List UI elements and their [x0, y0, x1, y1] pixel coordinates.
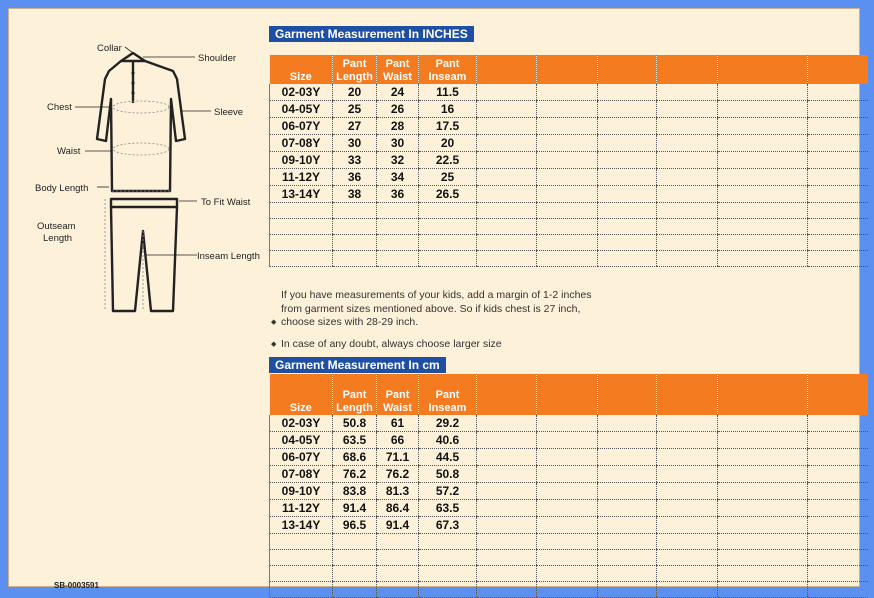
- table-cell: 66: [377, 432, 419, 449]
- empty-row: [270, 550, 868, 566]
- table-row: [270, 483, 868, 500]
- label-collar: Collar: [97, 43, 122, 54]
- table-cell: 26: [377, 101, 419, 118]
- inches-title: Garment Measurement In INCHES: [269, 26, 474, 42]
- table-cell: 27: [333, 118, 377, 135]
- table-row: [270, 84, 868, 101]
- table-cell: 20: [333, 84, 377, 101]
- table-cell: 83.8: [333, 483, 377, 500]
- table-cell: 07-08Y: [270, 135, 333, 152]
- header-pant-waist: Pant Waist: [377, 374, 419, 415]
- table-cell: 34: [377, 169, 419, 186]
- empty-row: [270, 582, 868, 598]
- table-cell: 36: [333, 169, 377, 186]
- table-cell: 96.5: [333, 517, 377, 534]
- header-size: Size: [270, 374, 333, 415]
- table-row: [270, 517, 868, 534]
- table-cell: 57.2: [419, 483, 477, 500]
- label-outseam-line1: Outseam: [37, 221, 76, 232]
- table-cell: 76.2: [377, 466, 419, 483]
- table-cell: 09-10Y: [270, 152, 333, 169]
- empty-row: [270, 219, 868, 235]
- table-cell: 11-12Y: [270, 169, 333, 186]
- empty-row: [270, 534, 868, 550]
- table-cell: 38: [333, 186, 377, 203]
- label-waist: Waist: [57, 146, 81, 157]
- cm-table: [269, 374, 868, 598]
- table-cell: 76.2: [333, 466, 377, 483]
- table-cell: 91.4: [333, 500, 377, 517]
- table-cell: 71.1: [377, 449, 419, 466]
- size-chart-sheet: [8, 8, 860, 590]
- cm-body: [270, 415, 868, 598]
- table-cell: 17.5: [419, 118, 477, 135]
- header-pant-length: Pant Length: [333, 374, 377, 415]
- table-cell: 61: [377, 415, 419, 432]
- table-cell: 16: [419, 101, 477, 118]
- table-cell: 24: [377, 84, 419, 101]
- table-cell: 32: [377, 152, 419, 169]
- table-cell: 63.5: [419, 500, 477, 517]
- table-cell: 11-12Y: [270, 500, 333, 517]
- header-size: Size: [270, 55, 333, 84]
- table-cell: 13-14Y: [270, 517, 333, 534]
- table-cell: 26.5: [419, 186, 477, 203]
- table-cell: 86.4: [377, 500, 419, 517]
- table-cell: 50.8: [333, 415, 377, 432]
- table-cell: 09-10Y: [270, 483, 333, 500]
- table-row: [270, 186, 868, 203]
- empty-row: [270, 203, 868, 219]
- table-cell: 28: [377, 118, 419, 135]
- label-to-fit-waist: To Fit Waist: [201, 197, 251, 208]
- cm-title: Garment Measurement In cm: [269, 357, 446, 373]
- table-cell: 06-07Y: [270, 449, 333, 466]
- header-pant-waist: Pant Waist: [377, 55, 419, 84]
- table-row: [270, 118, 868, 135]
- empty-row: [270, 251, 868, 267]
- table-cell: 22.5: [419, 152, 477, 169]
- table-row: [270, 500, 868, 517]
- fit-notes: [271, 289, 611, 359]
- table-cell: 33: [333, 152, 377, 169]
- table-cell: 06-07Y: [270, 118, 333, 135]
- note-larger-size: ◆ In case of any doubt, always choose larger size: [271, 337, 502, 350]
- label-pointers: [75, 47, 211, 255]
- label-shoulder: Shoulder: [198, 53, 237, 64]
- empty-row: [270, 566, 868, 582]
- table-cell: 81.3: [377, 483, 419, 500]
- note-margin: ◆ If you have measurements of your kids, add a margin of 1-2 inches from garment sizes mentioned above. So if kids chest is 27 inch, choose sizes with 28-29 inch.: [271, 289, 592, 328]
- bullet-icon: ◆: [271, 319, 277, 326]
- table-cell: 04-05Y: [270, 101, 333, 118]
- table-row: [270, 101, 868, 118]
- kurta-drawing: [97, 53, 185, 191]
- inches-table: [269, 55, 868, 267]
- table-cell: 25: [419, 169, 477, 186]
- table-cell: 68.6: [333, 449, 377, 466]
- table-cell: 50.8: [419, 466, 477, 483]
- label-chest: Chest: [47, 102, 72, 113]
- bullet-icon: ◆: [271, 340, 277, 348]
- table-cell: 44.5: [419, 449, 477, 466]
- table-cell: 91.4: [377, 517, 419, 534]
- header-pant-length: Pant Length: [333, 55, 377, 84]
- table-row: [270, 152, 868, 169]
- table-cell: 04-05Y: [270, 432, 333, 449]
- empty-row: [270, 235, 868, 251]
- table-cell: 02-03Y: [270, 415, 333, 432]
- garment-illustration: [9, 9, 269, 329]
- table-cell: 30: [333, 135, 377, 152]
- table-cell: 67.3: [419, 517, 477, 534]
- table-row: [270, 432, 868, 449]
- kurta-measure-guides: [112, 101, 170, 191]
- inches-header-row: [270, 55, 868, 84]
- inches-body: [270, 84, 868, 267]
- table-cell: 30: [377, 135, 419, 152]
- table-cell: 13-14Y: [270, 186, 333, 203]
- label-outseam-line2: Length: [43, 233, 73, 244]
- table-cell: 40.6: [419, 432, 477, 449]
- cm-header-row: [270, 374, 868, 415]
- table-row: [270, 415, 868, 432]
- table-cell: 29.2: [419, 415, 477, 432]
- label-body-length: Body Length: [35, 183, 89, 194]
- table-row: [270, 135, 868, 152]
- header-pant-inseam: Pant Inseam: [419, 374, 477, 415]
- table-cell: 25: [333, 101, 377, 118]
- table-row: [270, 169, 868, 186]
- table-row: [270, 449, 868, 466]
- table-row: [270, 466, 868, 483]
- table-cell: 07-08Y: [270, 466, 333, 483]
- label-sleeve: Sleeve: [214, 107, 244, 118]
- sku-code: SB-0003591: [54, 581, 99, 590]
- header-pant-inseam: Pant Inseam: [419, 55, 477, 84]
- label-inseam-length: Inseam Length: [197, 251, 260, 262]
- table-cell: 63.5: [333, 432, 377, 449]
- table-cell: 02-03Y: [270, 84, 333, 101]
- table-cell: 20: [419, 135, 477, 152]
- table-cell: 36: [377, 186, 419, 203]
- table-cell: 11.5: [419, 84, 477, 101]
